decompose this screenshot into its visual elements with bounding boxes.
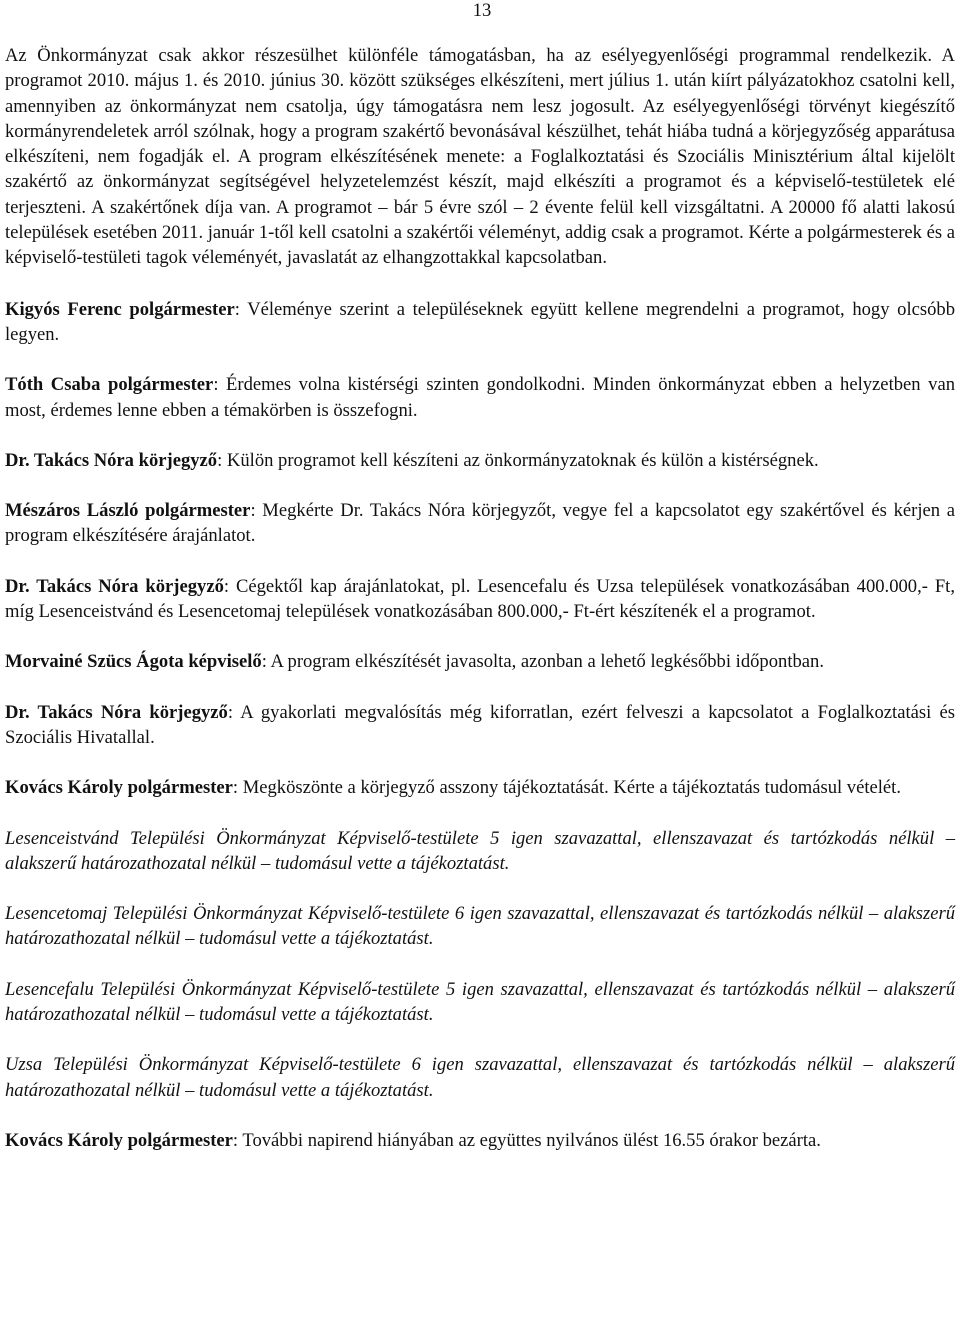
speaker-name: Kovács Károly polgármester xyxy=(5,777,233,799)
decision-paragraph: Lesenceistvánd Települési Önkormányzat Képviselő-testülete 5 igen szavazattal, ellenszavazat és tartózkodás nélkül – alakszerű határozathozatal nélkül – tudomásul vette a tájékoztatást. xyxy=(5,827,955,874)
speaker-name: Dr. Takács Nóra körjegyző xyxy=(5,701,228,723)
closing-text: : További napirend hiányában az együttes nyilvános ülést 16.55 órakor bezárta. xyxy=(232,1129,821,1151)
statement-paragraph xyxy=(5,297,955,348)
statement-text: : A gyakorlati megvalósítás még kiforratlan, ezért felveszi a kapcsolatot a Foglalkoztatási és Szociális Hivatallal. xyxy=(5,701,955,748)
speaker-name: Dr. Takács Nóra körjegyző xyxy=(5,449,218,471)
statement-paragraph xyxy=(5,700,955,751)
document-body xyxy=(5,43,955,1153)
speaker-name: Tóth Csaba polgármester xyxy=(5,374,214,396)
closing-paragraph xyxy=(5,1128,955,1153)
statement-text: : Megköszönte a körjegyző asszony tájékoztatását. Kérte a tájékoztatás tudomásul vételét. xyxy=(232,777,902,799)
intro-paragraph: Az Önkormányzat csak akkor részesülhet különféle támogatásban, ha az esélyegyenlőségi programmal rendelkezik. A programot 2010. május 1. és 2010. június 30. között szükséges elkészíteni, mert július 1. után kiírt pályázatokhoz csatolni kell, amennyiben az önkormányzat nem csatolja, úgy támogatásra nem lesz jogosult. Az esélyegyenlőségi törvényt kiegészítő kormányrendeletek arról szólnak, hogy a program szakértő bevonásával készülhet, tehát hiába tudná a körjegyzőség apparátusa elkészíteni, nem fogadják el. A program elkészítésének menete: a Foglalkoztatási és Szociális Minisztérium által kijelölt szakértő az önkormányzat segítségével helyzetelemzést készít, majd elkészíti a programot és a képviselő-testületek elé terjeszteni. A szakértőnek díja van. A programot – bár 5 évre szól – 2 évente felül kell vizsgáltatni. A 20000 fő alatti lakosú települések esetében 2011. január 1-től kell csatolni a szakértői véleményt, addig csak a programot. Kérte a polgármesterek és a képviselő-testületi tagok véleményét, javaslatát az elhangzottakkal kapcsolatban. xyxy=(5,45,955,269)
statement-paragraph xyxy=(5,775,955,800)
statement-text: : A program elkészítését javasolta, azonban a lehető legkésőbbi időpontban. xyxy=(261,651,824,673)
statement-paragraph xyxy=(5,574,955,625)
decision-paragraph: Uzsa Települési Önkormányzat Képviselő-testülete 6 igen szavazattal, ellenszavazat és tartózkodás nélkül – alakszerű határozathozatal nélkül – tudomásul vette a tájékoztatást. xyxy=(5,1054,955,1101)
statement-paragraph xyxy=(5,498,955,549)
speaker-name: Morvainé Szücs Ágota képviselő xyxy=(5,651,262,673)
decision-paragraph: Lesencefalu Települési Önkormányzat Képviselő-testülete 5 igen szavazattal, ellenszavazat és tartózkodás nélkül – alakszerű határozathozatal nélkül – tudomásul vette a tájékoztatást. xyxy=(5,978,955,1026)
page-number: 13 xyxy=(472,0,492,21)
statement-text: : Véleménye szerint a településeknek együtt kellene megrendelni a programot, hogy olcsóbb legyen. xyxy=(5,298,955,345)
statement-text: : Cégektől kap árajánlatokat, pl. Lesencefalu és Uzsa települések vonatkozásában 400.000,- Ft, míg Lesenceistvánd és Lesencetomaj települések vonatkozásában 800.000,- Ft-ért készítenék el a programot. xyxy=(5,575,955,623)
speaker-name: Kovács Károly polgármester xyxy=(5,1129,233,1151)
decision-paragraph: Lesencetomaj Települési Önkormányzat Képviselő-testülete 6 igen szavazattal, ellenszavazat és tartózkodás nélkül – alakszerű határozathozatal nélkül – tudomásul vette a tájékoztatást. xyxy=(5,903,955,950)
statement-paragraph xyxy=(5,448,955,473)
speaker-name: Mészáros László polgármester xyxy=(5,500,251,522)
speaker-name: Kigyós Ferenc polgármester xyxy=(5,298,235,320)
statement-text: : Megkérte Dr. Takács Nóra körjegyzőt, vegye fel a kapcsolatot egy szakértővel és kérjen a program elkészítésére árajánlatot. xyxy=(5,500,955,547)
statement-text: : Külön programot kell készíteni az önkormányzatoknak és külön a kistérségnek. xyxy=(217,449,819,471)
statement-paragraph xyxy=(5,649,955,674)
statement-text: : Érdemes volna kistérségi szinten gondolkodni. Minden önkormányzat ebben a helyzetben van most, érdemes lenne ebben a témakörben is összefogni. xyxy=(5,374,956,421)
statement-paragraph xyxy=(5,372,955,423)
speaker-name: Dr. Takács Nóra körjegyző xyxy=(5,575,224,597)
